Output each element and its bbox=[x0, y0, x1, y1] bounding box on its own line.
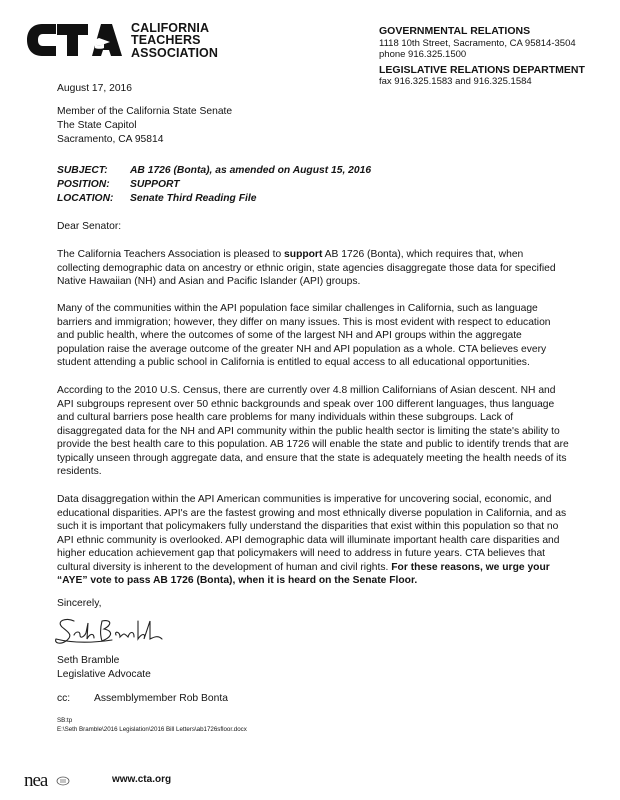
position-label: POSITION: bbox=[57, 179, 110, 191]
body-paragraph-1: The California Teachers Association is pleased to support AB 1726 (Bonta), which requires that, when collecting demographic data on ancestry or ethnic origin, state agencies disaggregate those data for specified Native Hawaiian (NH) and Asian and Pacific Islander (API) groups. bbox=[57, 249, 556, 287]
closing: Sincerely, bbox=[57, 598, 102, 609]
recipient-address bbox=[57, 105, 232, 147]
location-value: Senate Third Reading File bbox=[130, 193, 257, 205]
subject-row bbox=[57, 164, 371, 178]
signer-block bbox=[57, 654, 151, 682]
sub-department-heading: LEGISLATIVE RELATIONS DEPARTMENT bbox=[379, 63, 585, 76]
org-name-line: TEACHERS bbox=[131, 33, 201, 48]
fax: fax 916.325.1583 and 916.325.1584 bbox=[379, 76, 532, 87]
website-link[interactable]: www.cta.org bbox=[112, 774, 172, 785]
phone: phone 916.325.1500 bbox=[379, 49, 467, 60]
subject-label: SUBJECT: bbox=[57, 165, 108, 176]
org-name-line: CALIFORNIA bbox=[131, 21, 210, 35]
file-path: E:\Seth Bramble\2016 Legislation\2016 Bill Letters\ab1726sfloor.docx bbox=[57, 725, 247, 733]
cc-label: cc: bbox=[57, 693, 71, 704]
salutation: Dear Senator: bbox=[57, 221, 122, 232]
position-value: SUPPORT bbox=[130, 179, 180, 191]
body-paragraph-3: According to the 2010 U.S. Census, there are currently over 4.8 million Californians of Asian descent. NH and API subgroups represent over 50 ethnic backgrounds and speak over 100 different languages, thus language and cultural barriers pose health care problems for many individuals within these subgroups. Lack of disaggregated data for the NH and API community within the public health sector is limiting the state's ability to provide the best health care to this population. AB 1726 will enable the state and public to identify trends that are typically unseen through aggregate data, and ensure that the state is adequately meeting the health needs of its residents. bbox=[57, 385, 569, 477]
reference-block bbox=[57, 164, 371, 206]
subject-value: AB 1726 (Bonta), as amended on August 15, 2016 bbox=[130, 165, 372, 176]
document-reference bbox=[57, 717, 247, 734]
recipient-line: Member of the California State Senate bbox=[57, 106, 233, 117]
nea-logo-icon: nea bbox=[24, 770, 48, 791]
cc-recipient: Assemblymember Rob Bonta bbox=[94, 693, 228, 704]
location-label: LOCATION: bbox=[57, 193, 114, 205]
org-name-line: ASSOCIATION bbox=[131, 45, 218, 60]
position-row bbox=[57, 178, 371, 192]
recipient-line: Sacramento, CA 95814 bbox=[57, 134, 164, 146]
department-heading: GOVERNMENTAL RELATIONS bbox=[379, 25, 531, 37]
signer-title: Legislative Advocate bbox=[57, 669, 151, 681]
cta-logo-icon bbox=[26, 22, 123, 58]
signature-icon bbox=[52, 613, 172, 649]
location-row bbox=[57, 192, 371, 206]
call-to-action: For these reasons, we urge your “AYE” vote to pass AB 1726 (Bonta), when it is heard on the Senate Floor. bbox=[57, 561, 550, 586]
address: 1118 10th Street, Sacramento, CA 95814-3504 bbox=[379, 37, 576, 49]
reference-initials: SB:tp bbox=[57, 717, 73, 724]
cc-line bbox=[57, 693, 228, 704]
letter-date: August 17, 2016 bbox=[57, 83, 132, 94]
recipient-line: The State Capitol bbox=[57, 120, 137, 132]
contact-block bbox=[379, 26, 585, 88]
org-name bbox=[131, 22, 218, 59]
union-bug-icon bbox=[56, 776, 70, 786]
body-paragraph-2: Many of the communities within the API population face similar challenges in California, such as language barriers and immigration; however, they differ on many issues. This is most evident with respect to education and public health, where the outcomes of some of the largest NH and API groups within the aggregate population raise the average outcome of the greater NH and API population as a whole. CTA believes every student attending a public school in California is entitled to equal access to all educational opportunities. bbox=[57, 303, 551, 368]
body-paragraph-4: Data disaggregation within the API American communities is imperative for uncovering social, economic, and educational disparities. API's are the fastest growing and most ethnically diverse population in California, and as such it is important that policymakers fully understand the disparities that exist within this population so that no API ethnic community is overlooked. API demographic data will illuminate important health care disparities and higher education achievement gap that policymakers will need to address in future years. CTA believes that cultural diversity is inherent to the development of human and civil rights. For these reasons, we urge your “AYE” vote to pass AB 1726 (Bonta), when it is heard on the Senate Floor. bbox=[57, 494, 567, 586]
signer-name: Seth Bramble bbox=[57, 655, 120, 666]
support-emphasis: support bbox=[284, 249, 323, 260]
